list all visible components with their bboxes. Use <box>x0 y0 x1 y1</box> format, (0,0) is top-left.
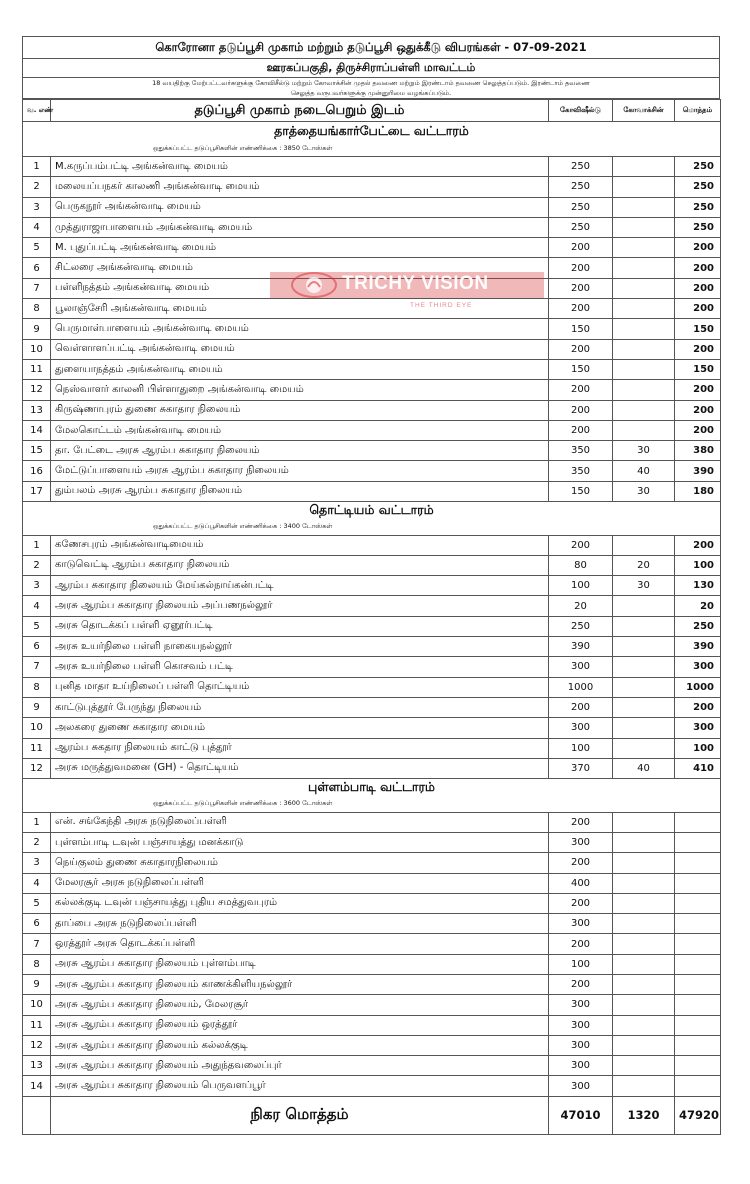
row-total: 100 <box>675 738 721 758</box>
table-row <box>23 914 721 934</box>
row-covaxin <box>613 697 675 717</box>
section-header-row <box>23 779 721 797</box>
row-covaxin <box>613 934 675 954</box>
row-total: 150 <box>675 359 721 379</box>
section-header-row <box>23 122 721 141</box>
row-place: அரசு ஆரம்ப சுகாதார நிலையம், மேலரசூர் <box>51 995 549 1015</box>
row-total <box>675 1015 721 1035</box>
header-total: மொத்தம் <box>675 100 721 122</box>
row-covaxin <box>613 893 675 913</box>
row-serial-number: 1 <box>23 812 51 832</box>
row-total <box>675 1076 721 1096</box>
row-place: பூலாஞ்சேரி அங்கன்வாடி மையம் <box>51 299 549 319</box>
row-covishield: 390 <box>549 637 613 657</box>
section-allocation: ஒதுக்கப்பட்ட தடுப்பூசிகளின் எண்ணிக்கை : 3600 டோஸ்கள் <box>23 796 721 812</box>
row-covaxin: 30 <box>613 441 675 461</box>
row-total <box>675 954 721 974</box>
row-serial-number: 10 <box>23 339 51 359</box>
table-row <box>23 738 721 758</box>
row-serial-number: 10 <box>23 995 51 1015</box>
row-serial-number: 5 <box>23 616 51 636</box>
grand-total-serial <box>23 1096 51 1134</box>
row-place: அரசு ஆரம்ப சுகாதார நிலையம் கல்லக்குடி <box>51 1035 549 1055</box>
row-covishield: 100 <box>549 954 613 974</box>
row-covaxin <box>613 637 675 657</box>
grand-total-value: 47920 <box>675 1096 721 1134</box>
row-serial-number: 7 <box>23 934 51 954</box>
row-covishield: 100 <box>549 576 613 596</box>
row-total: 200 <box>675 238 721 258</box>
row-place: முத்துராஜாபாளையம் அங்கன்வாடி மையம் <box>51 217 549 237</box>
row-place: அரசு ஆரம்ப சுகாதார நிலையம் புள்ளம்பாடி <box>51 954 549 974</box>
row-covishield: 200 <box>549 535 613 555</box>
row-covaxin <box>613 596 675 616</box>
row-place: தாப்பை அரசு நடுநிலைப்பள்ளி <box>51 914 549 934</box>
table-row <box>23 677 721 697</box>
table-row <box>23 1015 721 1035</box>
row-serial-number: 1 <box>23 535 51 555</box>
row-covaxin <box>613 535 675 555</box>
row-total: 200 <box>675 535 721 555</box>
row-place: அரசு மருத்துவமனை (GH) - தொட்டியம் <box>51 758 549 778</box>
row-total: 390 <box>675 461 721 481</box>
table-row <box>23 197 721 217</box>
row-covaxin <box>613 832 675 852</box>
row-covishield: 1000 <box>549 677 613 697</box>
row-place: அரசு ஆரம்ப சுகாதார நிலையம் ஒரத்தூர் <box>51 1015 549 1035</box>
row-serial-number: 4 <box>23 217 51 237</box>
table-row <box>23 420 721 440</box>
table-header-row <box>23 100 721 122</box>
table-row <box>23 934 721 954</box>
grand-total-covishield: 47010 <box>549 1096 613 1134</box>
table-row <box>23 238 721 258</box>
table-row <box>23 873 721 893</box>
row-serial-number: 4 <box>23 596 51 616</box>
row-covaxin <box>613 738 675 758</box>
row-total: 380 <box>675 441 721 461</box>
row-serial-number: 15 <box>23 441 51 461</box>
grand-total-covaxin: 1320 <box>613 1096 675 1134</box>
table-row <box>23 157 721 177</box>
section-name: தாத்தையங்கார்பேட்டை வட்டாரம் <box>23 122 721 141</box>
table-row <box>23 319 721 339</box>
row-total: 100 <box>675 555 721 575</box>
row-place: கணேசபுரம் அங்கன்வாடிமையம் <box>51 535 549 555</box>
row-covaxin: 20 <box>613 555 675 575</box>
row-covaxin <box>613 657 675 677</box>
row-covishield: 250 <box>549 177 613 197</box>
row-covishield: 350 <box>549 441 613 461</box>
table-row <box>23 1076 721 1096</box>
row-place: நெஸ்வாளர் காலனி பிள்ளாதுறை அங்கன்வாடி மையம் <box>51 380 549 400</box>
row-covishield: 370 <box>549 758 613 778</box>
row-total: 200 <box>675 339 721 359</box>
table-row <box>23 177 721 197</box>
row-total: 200 <box>675 697 721 717</box>
table-row <box>23 657 721 677</box>
row-covaxin <box>613 319 675 339</box>
table-row <box>23 461 721 481</box>
row-total: 410 <box>675 758 721 778</box>
row-place: மேட்டுப்பாளையம் அரசு ஆரம்ப சுகாதார நிலையம் <box>51 461 549 481</box>
row-serial-number: 14 <box>23 1076 51 1096</box>
row-serial-number: 6 <box>23 914 51 934</box>
row-covishield: 250 <box>549 217 613 237</box>
row-serial-number: 11 <box>23 738 51 758</box>
row-covaxin <box>613 380 675 400</box>
section-allocation: ஒதுக்கப்பட்ட தடுப்பூசிகளின் எண்ணிக்கை : 3850 டோஸ்கள் <box>23 141 721 157</box>
row-total: 300 <box>675 718 721 738</box>
row-covaxin <box>613 995 675 1015</box>
row-total <box>675 832 721 852</box>
section-name: புள்ளம்பாடி வட்டாரம் <box>23 779 721 797</box>
document-note <box>22 78 720 99</box>
row-serial-number: 9 <box>23 319 51 339</box>
row-serial-number: 8 <box>23 677 51 697</box>
row-covaxin <box>613 914 675 934</box>
watermark <box>270 272 544 314</box>
row-total: 200 <box>675 400 721 420</box>
row-place: கல்லக்குடி டவுன் பஞ்சாயத்து புதிய சமத்துவபுரம் <box>51 893 549 913</box>
row-covaxin <box>613 974 675 994</box>
row-covishield: 200 <box>549 697 613 717</box>
table-row <box>23 359 721 379</box>
row-covishield: 200 <box>549 278 613 298</box>
row-serial-number: 2 <box>23 177 51 197</box>
row-serial-number: 13 <box>23 1056 51 1076</box>
row-covishield: 200 <box>549 339 613 359</box>
row-covaxin <box>613 238 675 258</box>
row-serial-number: 5 <box>23 238 51 258</box>
row-serial-number: 7 <box>23 657 51 677</box>
table-row <box>23 853 721 873</box>
row-covishield: 200 <box>549 974 613 994</box>
document-title: கொரோனா தடுப்பூசி முகாம் மற்றும் தடுப்பூசி ஒதுக்கீடு விபரங்கள் - 07-09-2021 <box>22 36 720 59</box>
row-serial-number: 7 <box>23 278 51 298</box>
row-covaxin: 40 <box>613 758 675 778</box>
row-covaxin <box>613 1056 675 1076</box>
header-covaxin: கோவாக்சின் <box>613 100 675 122</box>
row-total <box>675 873 721 893</box>
row-place: அரசு ஆரம்ப சுகாதார நிலையம் காணக்கிளியநல்லூர் <box>51 974 549 994</box>
note-line-2: செலுத்த வருபவர்களுக்கு முன்னுரிமை வழங்கப்படும். <box>290 89 452 97</box>
section-allocation-row <box>23 141 721 157</box>
row-place: சிட்லரை அங்கன்வாடி மையம் <box>51 258 549 278</box>
row-covishield: 400 <box>549 873 613 893</box>
table-row <box>23 596 721 616</box>
table-row <box>23 555 721 575</box>
table-row <box>23 995 721 1015</box>
row-covaxin <box>613 177 675 197</box>
header-place: தடுப்பூசி முகாம் நடைபெறும் இடம் <box>51 100 549 122</box>
row-place: தா. பேட்டை அரசு ஆரம்ப சுகாதார நிலையம் <box>51 441 549 461</box>
row-covishield: 200 <box>549 420 613 440</box>
row-covaxin <box>613 359 675 379</box>
row-covishield: 350 <box>549 461 613 481</box>
row-total <box>675 995 721 1015</box>
row-place: தும்பலம் அரசு ஆரம்ப சுகாதார நிலையம் <box>51 481 549 501</box>
eye-logo-icon <box>290 270 338 300</box>
row-covishield: 20 <box>549 596 613 616</box>
row-covaxin <box>613 616 675 636</box>
row-place: பெருகநூர் அங்கன்வாடி மையம் <box>51 197 549 217</box>
row-covaxin: 30 <box>613 481 675 501</box>
row-covaxin <box>613 258 675 278</box>
table-row <box>23 535 721 555</box>
row-serial-number: 9 <box>23 974 51 994</box>
row-serial-number: 14 <box>23 420 51 440</box>
row-covishield: 300 <box>549 1015 613 1035</box>
row-covaxin <box>613 1035 675 1055</box>
document-subtitle: ஊரகப்பகுதி, திருச்சிராப்பள்ளி மாவட்டம் <box>22 59 720 78</box>
vaccination-table <box>22 99 721 1135</box>
row-serial-number: 5 <box>23 893 51 913</box>
row-serial-number: 9 <box>23 697 51 717</box>
row-place: காடுவெட்டி ஆரம்ப சுகாதார நிலையம் <box>51 555 549 575</box>
row-total: 200 <box>675 420 721 440</box>
row-total: 250 <box>675 157 721 177</box>
row-covishield: 200 <box>549 893 613 913</box>
row-serial-number: 10 <box>23 718 51 738</box>
row-place: நெய்குலம் துணை சுகாதாரநிலையம் <box>51 853 549 873</box>
table-row <box>23 616 721 636</box>
row-covishield: 80 <box>549 555 613 575</box>
row-total: 130 <box>675 576 721 596</box>
row-covaxin <box>613 197 675 217</box>
row-total <box>675 974 721 994</box>
section-allocation-row <box>23 796 721 812</box>
row-place: காட்டுபுத்தூர் பேருந்து நிலையம் <box>51 697 549 717</box>
table-row <box>23 812 721 832</box>
note-line-1: 18 வயதிற்கு மேற்பட்டவர்களுக்கு கோவிசீல்டு மற்றும் கோவாக்சின் முதல் தவணை மற்றும் இரண்டாம் தவணை செலுத்தப்படும். இரண்டாம் தவணை <box>152 79 590 87</box>
table-row <box>23 637 721 657</box>
row-serial-number: 6 <box>23 637 51 657</box>
header-covishield: கோவிஷீல்டு <box>549 100 613 122</box>
row-covishield: 250 <box>549 197 613 217</box>
row-covaxin <box>613 420 675 440</box>
row-total <box>675 1035 721 1055</box>
row-serial-number: 12 <box>23 758 51 778</box>
row-covishield: 100 <box>549 738 613 758</box>
row-covaxin <box>613 812 675 832</box>
table-row <box>23 832 721 852</box>
table-row <box>23 380 721 400</box>
row-covaxin <box>613 339 675 359</box>
header-serial-number: வ. எண் <box>23 100 51 122</box>
section-name: தொட்டியம் வட்டாரம் <box>23 502 721 520</box>
row-covishield: 200 <box>549 299 613 319</box>
grand-total-row <box>23 1096 721 1134</box>
row-serial-number: 3 <box>23 576 51 596</box>
row-place: புனித மாதா உய்நிலைப் பள்ளி தொட்டியம் <box>51 677 549 697</box>
table-row <box>23 954 721 974</box>
table-row <box>23 400 721 420</box>
row-covishield: 250 <box>549 157 613 177</box>
row-place: கிருஷ்ணாபுரம் துணை சுகாதார நிலையம் <box>51 400 549 420</box>
row-covishield: 150 <box>549 319 613 339</box>
row-place: துளையாநத்தம் அங்கன்வாடி மையம் <box>51 359 549 379</box>
row-total: 180 <box>675 481 721 501</box>
table-row <box>23 1056 721 1076</box>
row-covishield: 200 <box>549 258 613 278</box>
row-serial-number: 12 <box>23 380 51 400</box>
row-place: அரசு உயர்நிலை பள்ளி கொசவம் பட்டி <box>51 657 549 677</box>
row-total <box>675 893 721 913</box>
row-serial-number: 12 <box>23 1035 51 1055</box>
row-total: 200 <box>675 278 721 298</box>
row-covishield: 300 <box>549 657 613 677</box>
row-place: ஆரம்ப சுகாதார நிலையம் மேய்கல்நாய்கன்பட்டி <box>51 576 549 596</box>
row-serial-number: 16 <box>23 461 51 481</box>
row-total <box>675 853 721 873</box>
table-row <box>23 718 721 738</box>
row-covishield: 300 <box>549 914 613 934</box>
row-place: பள்ளிநத்தம் அங்கன்வாடி மையம் <box>51 278 549 298</box>
section-allocation-row <box>23 519 721 535</box>
row-place: அரசு உயர்நிலை பள்ளி நாகையநல்லூர் <box>51 637 549 657</box>
row-serial-number: 2 <box>23 832 51 852</box>
row-covishield: 200 <box>549 934 613 954</box>
table-row <box>23 217 721 237</box>
table-row <box>23 697 721 717</box>
row-total: 200 <box>675 380 721 400</box>
table-row <box>23 441 721 461</box>
row-covaxin <box>613 677 675 697</box>
row-serial-number: 11 <box>23 359 51 379</box>
row-serial-number: 13 <box>23 400 51 420</box>
row-place: அரசு ஆரம்ப சுகாதார நிலையம் அதுந்தவலைப்புர் <box>51 1056 549 1076</box>
row-place: ஆரம்ப சுகதார நிலையம் காட்டு புத்தூர் <box>51 738 549 758</box>
row-serial-number: 2 <box>23 555 51 575</box>
row-covishield: 150 <box>549 359 613 379</box>
row-covishield: 300 <box>549 995 613 1015</box>
row-place: புள்ளம்பாடி டவுன் பஞ்சாயத்து மனக்காடு <box>51 832 549 852</box>
row-serial-number: 8 <box>23 299 51 319</box>
row-serial-number: 1 <box>23 157 51 177</box>
row-covishield: 300 <box>549 718 613 738</box>
row-covaxin <box>613 157 675 177</box>
row-place: M.கருப்பம்பட்டி அங்கன்வாடி மையம் <box>51 157 549 177</box>
row-total <box>675 934 721 954</box>
row-covaxin <box>613 217 675 237</box>
row-place: பெருமாள்பாளையம் அங்கன்வாடி மையம் <box>51 319 549 339</box>
row-total: 250 <box>675 217 721 237</box>
row-total: 150 <box>675 319 721 339</box>
row-place: என். சங்கேந்தி அரசு நடுநிலைப்பள்ளி <box>51 812 549 832</box>
row-place: ஒரத்தூர் அரசு தொடக்கப்பள்ளி <box>51 934 549 954</box>
row-place: அரசு ஆரம்ப சுகாதார நிலையம் அப்பணநல்லூர் <box>51 596 549 616</box>
row-covaxin <box>613 299 675 319</box>
row-covishield: 200 <box>549 400 613 420</box>
row-covishield: 250 <box>549 616 613 636</box>
table-row <box>23 758 721 778</box>
watermark-brand: TRICHY VISION <box>342 273 489 294</box>
vaccination-schedule-sheet <box>22 36 720 1135</box>
row-total <box>675 1056 721 1076</box>
table-row <box>23 1035 721 1055</box>
row-serial-number: 17 <box>23 481 51 501</box>
row-total: 250 <box>675 197 721 217</box>
row-serial-number: 8 <box>23 954 51 974</box>
row-place: மேலரசூர் அரசு நடுநிலைப்பள்ளி <box>51 873 549 893</box>
row-covaxin <box>613 1015 675 1035</box>
row-covishield: 200 <box>549 853 613 873</box>
section-header-row <box>23 502 721 520</box>
grand-total-label: நிகர மொத்தம் <box>51 1096 549 1134</box>
row-covaxin <box>613 718 675 738</box>
row-place: அரசு ஆரம்ப சுகாதார நிலையம் பெருவளப்பூர் <box>51 1076 549 1096</box>
row-covishield: 200 <box>549 380 613 400</box>
row-serial-number: 11 <box>23 1015 51 1035</box>
row-covaxin <box>613 400 675 420</box>
row-covaxin <box>613 1076 675 1096</box>
row-place: M. புதுப்பட்டி அங்கன்வாடி மையம் <box>51 238 549 258</box>
row-serial-number: 4 <box>23 873 51 893</box>
row-serial-number: 3 <box>23 197 51 217</box>
row-covaxin: 40 <box>613 461 675 481</box>
row-total: 250 <box>675 616 721 636</box>
row-covaxin <box>613 873 675 893</box>
row-covishield: 150 <box>549 481 613 501</box>
row-covishield: 200 <box>549 238 613 258</box>
row-place: வெள்ளாளப்பட்டி அங்கன்வாடி மையம் <box>51 339 549 359</box>
row-total: 250 <box>675 177 721 197</box>
table-row <box>23 893 721 913</box>
row-covaxin <box>613 954 675 974</box>
row-total: 390 <box>675 637 721 657</box>
row-covaxin <box>613 853 675 873</box>
row-covishield: 300 <box>549 1076 613 1096</box>
row-covishield: 300 <box>549 1056 613 1076</box>
row-total <box>675 812 721 832</box>
row-total: 20 <box>675 596 721 616</box>
table-row <box>23 481 721 501</box>
section-allocation: ஒதுக்கப்பட்ட தடுப்பூசிகளின் எண்ணிக்கை : 3400 டோஸ்கள் <box>23 519 721 535</box>
row-total: 200 <box>675 258 721 278</box>
row-total <box>675 914 721 934</box>
row-total: 300 <box>675 657 721 677</box>
row-place: அலகரை துணை சுகாதார மையம் <box>51 718 549 738</box>
row-serial-number: 6 <box>23 258 51 278</box>
row-covishield: 200 <box>549 812 613 832</box>
watermark-tagline: THE THIRD EYE <box>410 302 473 309</box>
table-row <box>23 576 721 596</box>
row-total: 200 <box>675 299 721 319</box>
row-covishield: 300 <box>549 832 613 852</box>
row-covishield: 300 <box>549 1035 613 1055</box>
row-covaxin <box>613 278 675 298</box>
table-row <box>23 974 721 994</box>
vaccination-table-body <box>23 100 721 1135</box>
row-covaxin: 30 <box>613 576 675 596</box>
row-place: அரசு தொடக்கப் பள்ளி ஏனூர்பட்டி <box>51 616 549 636</box>
row-place: மேலகொட்டம் அங்கன்வாடி மையம் <box>51 420 549 440</box>
row-serial-number: 3 <box>23 853 51 873</box>
table-row <box>23 339 721 359</box>
row-total: 1000 <box>675 677 721 697</box>
row-place: மலையப்பநகர் காலணி அங்கன்வாடி மையம் <box>51 177 549 197</box>
